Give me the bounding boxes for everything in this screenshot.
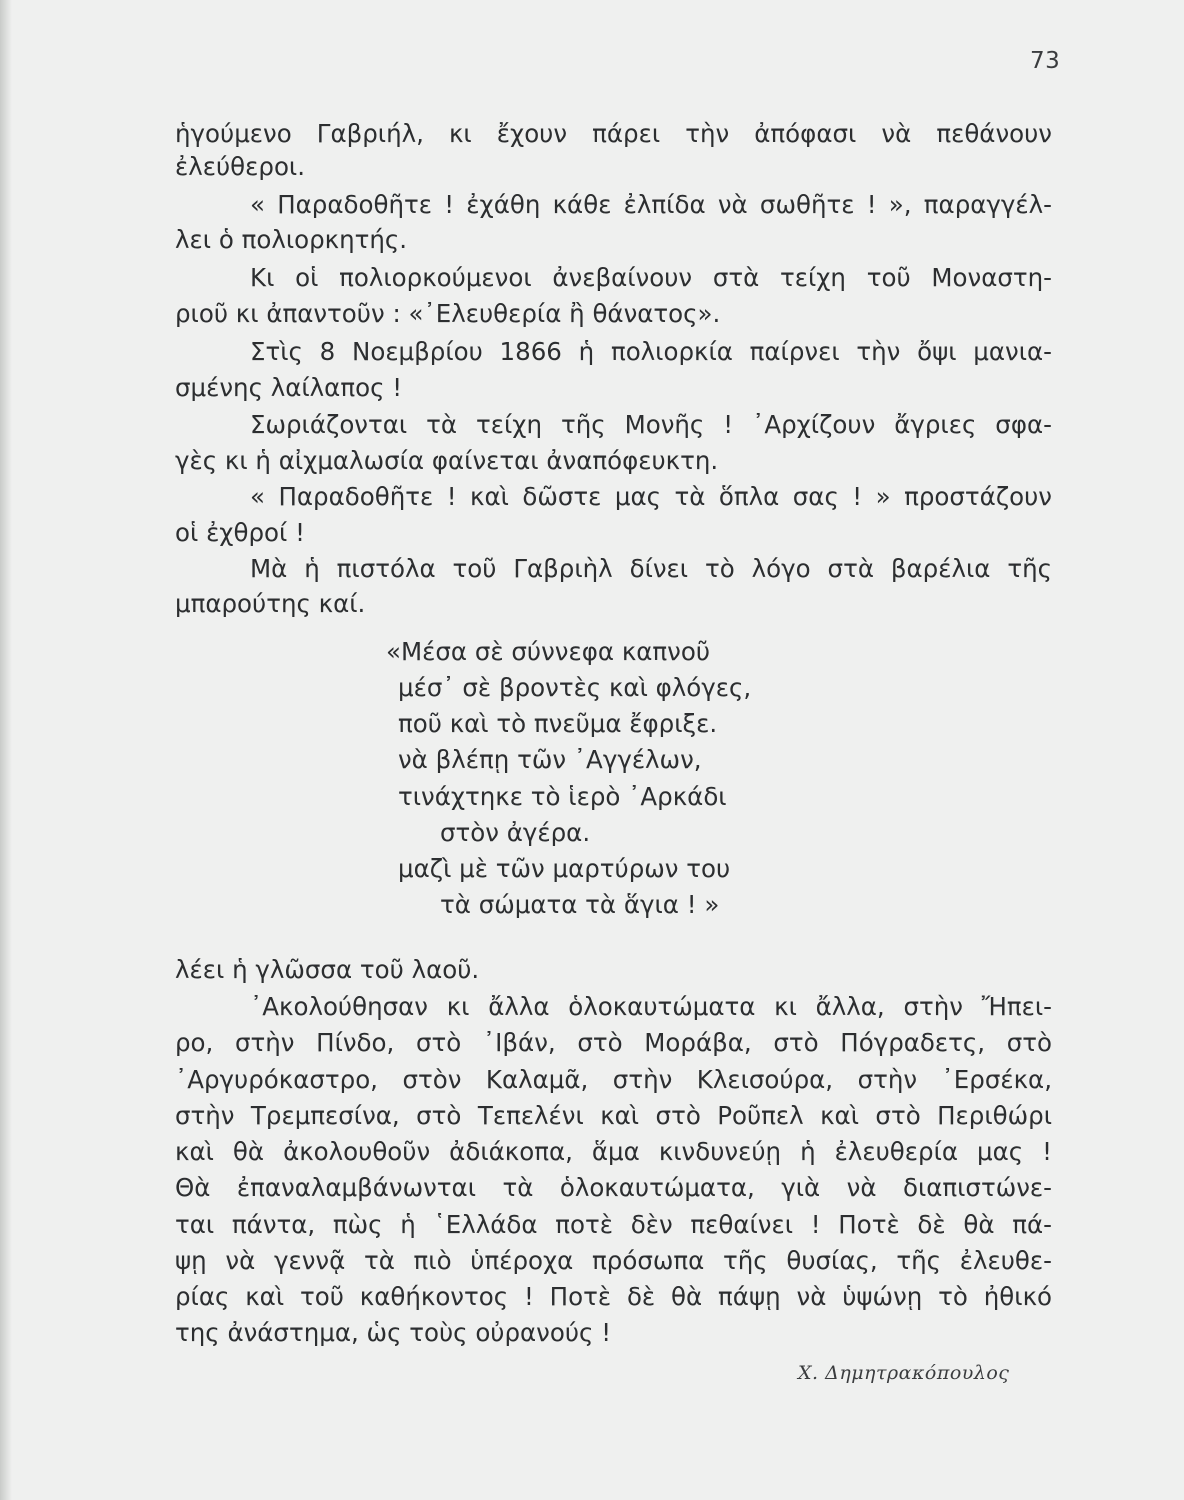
text-line: ρίας καὶ τοῦ καθήκοντος ! Ποτὲ δὲ θὰ πάψῃ νὰ ὑψώνῃ τὸ ἠθικό: [175, 1282, 1052, 1311]
text-line: λει ὁ πολιορκητής.: [175, 225, 408, 254]
text-line: στὴν Τρεμπεσίνα, στὸ Τεπελένι καὶ στὸ Ροῦπελ καὶ στὸ Περιθώρι: [175, 1101, 1052, 1130]
text-line: Σωριάζονται τὰ τείχη τῆς Μονῆς ! ᾿Αρχίζουν ἄγριες σφα-: [250, 410, 1052, 439]
text-line: ρο, στὴν Πίνδο, στὸ ᾿Ιβάν, στὸ Μοράβα, στὸ Πόγραδετς, στὸ: [175, 1028, 1052, 1057]
page-number: 73: [1030, 48, 1061, 74]
text-line: Κι οἱ πολιορκούμενοι ἀνεβαίνουν στὰ τείχη τοῦ Μοναστη-: [250, 263, 1052, 292]
text-line: ᾿Ακολούθησαν κι ἄλλα ὁλοκαυτώματα κι ἄλλα, στὴν Ἤπει-: [250, 992, 1052, 1021]
text-line: ἐλεύθεροι.: [175, 152, 306, 181]
text-line: της ἀνάστημα, ὡς τοὺς οὐρανούς !: [175, 1318, 612, 1347]
verse-line: τὰ σώματα τὰ ἅγια ! »: [440, 890, 720, 919]
text-line: Στὶς 8 Νοεμβρίου 1866 ἡ πολιορκία παίρνει τὴν ὄψι μανια-: [250, 337, 1052, 366]
verse-line: νὰ βλέπῃ τῶν ᾿Αγγέλων,: [398, 745, 702, 774]
verse-line: τινάχτηκε τὸ ἱερὸ ᾿Αρκάδι: [398, 782, 727, 811]
page-binding-edge: [0, 0, 12, 1500]
author-signature: Χ. Δημητρακόπουλος: [798, 1362, 1010, 1384]
verse-line: μαζὶ μὲ τῶν μαρτύρων του: [398, 854, 731, 883]
verse-line: ποῦ καὶ τὸ πνεῦμα ἔφριξε.: [398, 709, 718, 738]
text-line: ριοῦ κι ἀπαντοῦν : «᾿Ελευθερία ἢ θάνατος».: [175, 299, 721, 328]
text-line: σμένης λαίλαπος !: [175, 373, 403, 402]
text-line: γὲς κι ἡ αἰχμαλωσία φαίνεται ἀναπόφευκτη.: [175, 446, 719, 475]
text-line: καὶ θὰ ἀκολουθοῦν ἀδιάκοπα, ἅμα κινδυνεύῃ ἡ ἐλευθερία μας !: [175, 1137, 1052, 1166]
verse-line: μέσ᾿ σὲ βροντὲς καὶ φλόγες,: [398, 673, 752, 702]
text-line: οἱ ἐχθροί !: [175, 518, 305, 547]
text-line: Θὰ ἐπαναλαμβάνωνται τὰ ὁλοκαυτώματα, γιὰ νὰ διαπιστώνε-: [175, 1173, 1052, 1202]
text-line: ψῃ νὰ γεννᾷ τὰ πιὸ ὑπέροχα πρόσωπα τῆς θυσίας, τῆς ἐλευθε-: [175, 1246, 1052, 1275]
text-line: λέει ἡ γλῶσσα τοῦ λαοῦ.: [175, 955, 480, 984]
verse-line: «Μέσα σὲ σύννεφα καπνοῦ: [386, 637, 711, 666]
text-line: ἡγούμενο Γαβριήλ, κι ἔχουν πάρει τὴν ἀπόφασι νὰ πεθάνουν: [175, 119, 1052, 148]
text-line: « Παραδοθῆτε ! ἐχάθη κάθε ἐλπίδα νὰ σωθῆτε ! », παραγγέλ-: [250, 190, 1052, 219]
text-line: ᾿Αργυρόκαστρο, στὸν Καλαμᾶ, στὴν Κλεισούρα, στὴν ᾿Ερσέκα,: [175, 1065, 1052, 1094]
text-line: « Παραδοθῆτε ! καὶ δῶστε μας τὰ ὅπλα σας ! » προστάζουν: [250, 482, 1052, 511]
text-line: ται πάντα, πὼς ἡ ῾Ελλάδα ποτὲ δὲν πεθαίνει ! Ποτὲ δὲ θὰ πά-: [175, 1210, 1052, 1239]
text-line: μπαρούτης καί.: [175, 589, 366, 618]
text-line: Μὰ ἡ πιστόλα τοῦ Γαβριὴλ δίνει τὸ λόγο στὰ βαρέλια τῆς: [250, 554, 1052, 583]
verse-line: στὸν ἀγέρα.: [440, 818, 591, 847]
